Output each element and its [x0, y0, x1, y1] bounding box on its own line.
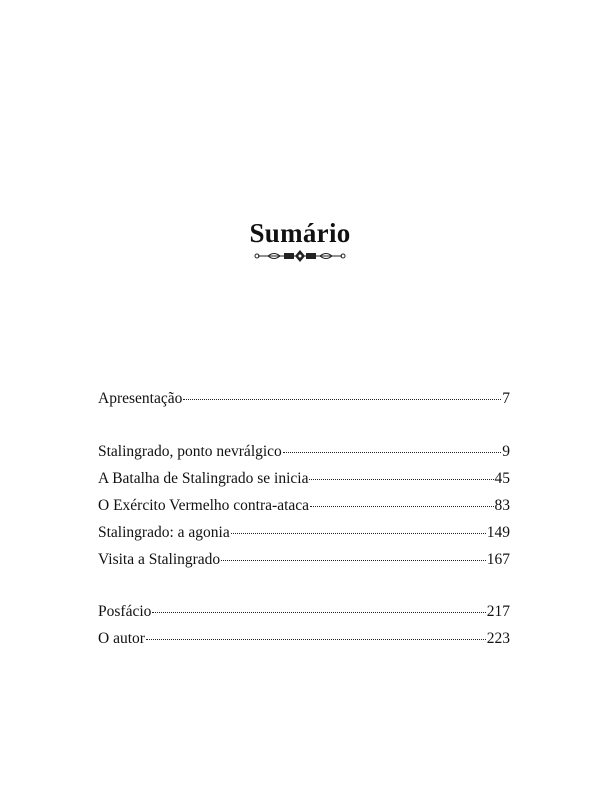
- toc-entry-label: Stalingrado, ponto nevrálgico: [98, 443, 282, 460]
- toc-entry-label: O autor: [98, 630, 145, 647]
- toc-entry-page: 83: [494, 497, 510, 514]
- toc-entry-label: O Exército Vermelho contra-ataca: [98, 497, 310, 514]
- toc-entry-page: 7: [502, 390, 510, 407]
- decorative-ornament-icon: [254, 249, 346, 263]
- toc-entry-label: Stalingrado: a agonia: [98, 524, 230, 541]
- toc-leader-dots: [283, 452, 501, 453]
- toc-entry-label: Visita a Stalingrado: [98, 551, 221, 568]
- toc-group: [98, 603, 510, 657]
- toc-entry-label: Posfácio: [98, 603, 152, 620]
- toc-entry[interactable]: [98, 603, 510, 630]
- toc-entry-label: A Batalha de Stalingrado se inicia: [98, 470, 309, 487]
- toc-group: [98, 390, 510, 417]
- toc-entry-label: Apresentação: [98, 390, 183, 407]
- toc-entry-page: 217: [486, 603, 510, 620]
- toc-entry-page: 149: [486, 524, 510, 541]
- toc-leader-dots: [231, 533, 486, 534]
- toc-leader-dots: [310, 506, 493, 507]
- toc-entry[interactable]: [98, 630, 510, 657]
- toc-entry[interactable]: [98, 443, 510, 470]
- toc-leader-dots: [146, 639, 486, 640]
- toc-leader-dots: [309, 479, 493, 480]
- toc-entry-page: 45: [494, 470, 510, 487]
- toc-entry[interactable]: [98, 390, 510, 417]
- toc-entry-page: 9: [502, 443, 510, 460]
- toc-entry[interactable]: [98, 524, 510, 551]
- toc-entry[interactable]: [98, 497, 510, 524]
- toc-group: [98, 443, 510, 578]
- toc-entry[interactable]: [98, 470, 510, 497]
- toc-leader-dots: [152, 612, 485, 613]
- page-title: Sumário: [249, 218, 351, 248]
- toc-entry-page: 167: [486, 551, 510, 568]
- toc-entry[interactable]: [98, 551, 510, 578]
- toc-leader-dots: [183, 399, 501, 400]
- toc-leader-dots: [221, 560, 486, 561]
- toc-entry-page: 223: [486, 630, 510, 647]
